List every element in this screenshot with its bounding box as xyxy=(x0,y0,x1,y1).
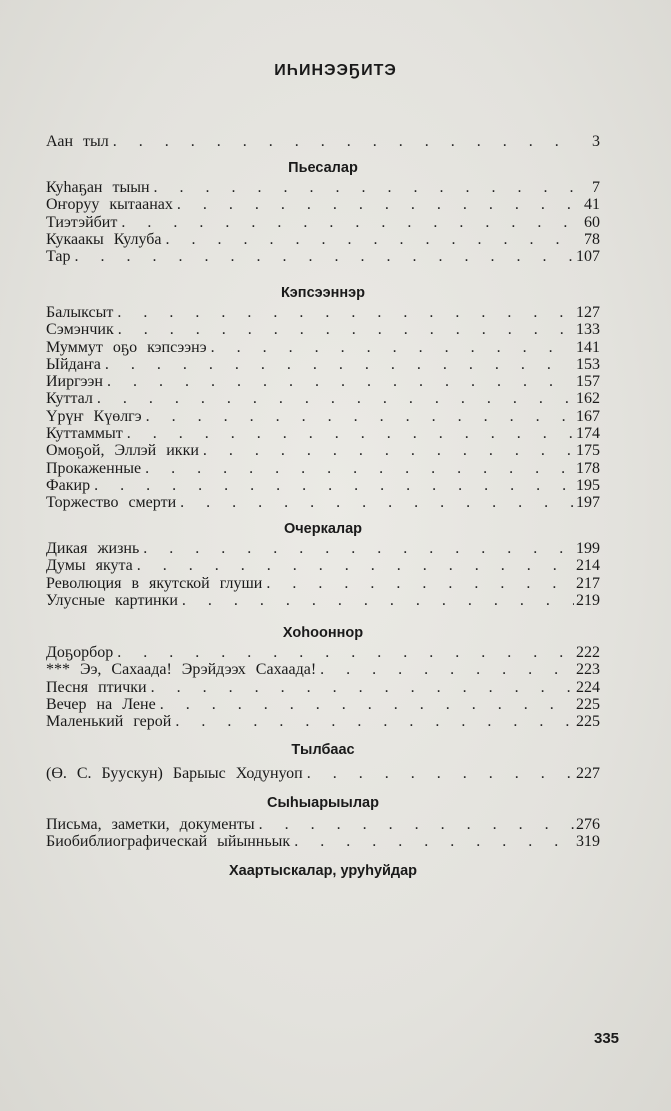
entry-page: 219 xyxy=(576,591,600,609)
toc-entry xyxy=(46,477,600,494)
dot-leader xyxy=(127,425,574,442)
toc-entry xyxy=(46,460,600,477)
entry-title: Факир xyxy=(46,476,91,494)
section-illustrations xyxy=(46,860,600,882)
dot-leader xyxy=(180,494,574,511)
section-appendices xyxy=(46,792,600,851)
section-heading: Сыһыарыылар xyxy=(267,795,379,811)
section-poems xyxy=(46,622,600,730)
dot-leader xyxy=(117,304,574,321)
toc-entry xyxy=(46,592,600,609)
entry-page: 41 xyxy=(584,196,600,214)
entry-title: Тиэтэйбит xyxy=(46,213,118,231)
dot-leader xyxy=(146,408,574,425)
entry-page: 162 xyxy=(576,390,600,408)
entry-page: 222 xyxy=(576,644,600,661)
dot-leader xyxy=(294,833,574,850)
entry-title: Аан тыл xyxy=(46,133,109,150)
entry-title: Муммут оҕо кэпсээнэ xyxy=(46,338,207,356)
dot-leader xyxy=(105,356,574,373)
toc-entry xyxy=(46,696,600,713)
section-heading: Тылбаас xyxy=(291,742,355,758)
dot-leader xyxy=(154,179,576,196)
section-translation xyxy=(46,739,600,782)
entry-page: 174 xyxy=(576,425,600,443)
entry-page: 175 xyxy=(576,442,600,460)
dot-leader xyxy=(203,442,574,459)
dot-leader xyxy=(117,644,574,661)
entry-page: 225 xyxy=(576,713,600,731)
dot-leader xyxy=(177,196,576,213)
toc-entry xyxy=(46,557,600,574)
entry-title: Песня птички xyxy=(46,678,147,696)
entry-page: 225 xyxy=(576,695,600,713)
entry-page: 214 xyxy=(576,557,600,575)
toc-entry xyxy=(46,321,600,338)
toc-entry xyxy=(46,214,600,231)
entry-page: 195 xyxy=(576,476,600,494)
entry-title: Балыксыт xyxy=(46,304,114,321)
toc-entry xyxy=(46,408,600,425)
entry-title: *** Ээ, Сахаада! Эрэйдээх Сахаада! xyxy=(46,661,317,679)
dot-leader xyxy=(121,214,576,231)
section-heading: Хоһооннор xyxy=(282,625,364,641)
dot-leader xyxy=(137,557,574,574)
dot-leader xyxy=(320,661,574,678)
dot-leader xyxy=(160,696,574,713)
entry-title: (Ө. С. Буускун) Барыыс Ходунуоп xyxy=(46,765,303,782)
entry-page: 223 xyxy=(576,661,600,679)
dot-leader xyxy=(182,592,574,609)
entry-title: Думы якута xyxy=(46,557,133,575)
toc-entry xyxy=(46,765,600,782)
toc-entry xyxy=(46,575,600,592)
toc-entry xyxy=(46,304,600,321)
toc-entry xyxy=(46,390,600,407)
entry-page: 217 xyxy=(576,574,600,592)
entry-title: Оҥоруу кытаанах xyxy=(46,196,173,214)
toc-entry xyxy=(46,339,600,356)
toc-entry xyxy=(46,661,600,678)
entry-page: 153 xyxy=(576,355,600,373)
entry-page: 167 xyxy=(576,407,600,425)
dot-leader xyxy=(113,133,576,150)
entry-page: 178 xyxy=(576,459,600,477)
entry-title: Кукаакы Кулуба xyxy=(46,230,162,248)
dot-leader xyxy=(259,816,574,833)
page-number: 335 xyxy=(594,1030,620,1047)
entry-title: Доҕорбор xyxy=(46,644,114,661)
dot-leader xyxy=(211,339,574,356)
entry-page: 127 xyxy=(576,304,600,321)
entry-title: Прокаженные xyxy=(46,459,142,477)
entry-page: 3 xyxy=(592,133,600,150)
entry-title: Биобиблиографическай ыйынньык xyxy=(46,833,291,851)
entry-title: Торжество смерти xyxy=(46,494,177,512)
section-essays xyxy=(46,518,600,609)
dot-leader xyxy=(94,477,574,494)
toc-entry xyxy=(46,679,600,696)
section-stories xyxy=(46,282,600,512)
entry-title: Маленький герой xyxy=(46,713,172,731)
entry-page: 319 xyxy=(576,833,600,851)
entry-page: 141 xyxy=(576,338,600,356)
toc-entry xyxy=(46,231,600,248)
entry-title: Сэмэнчик xyxy=(46,321,114,339)
toc-entry xyxy=(46,644,600,661)
toc-entry xyxy=(46,442,600,459)
entry-page: 199 xyxy=(576,540,600,557)
entry-title: Куһаҕан тыын xyxy=(46,179,150,196)
entry-page: 227 xyxy=(576,765,600,782)
toc-entry xyxy=(46,713,600,730)
toc-entry xyxy=(46,833,600,850)
entry-title: Куттал xyxy=(46,390,93,408)
toc-entry xyxy=(46,494,600,511)
entry-title: Ииргээн xyxy=(46,373,103,391)
toc-entry xyxy=(46,356,600,373)
dot-leader xyxy=(143,540,574,557)
contents-title: ИҺИНЭЭҔИТЭ xyxy=(274,62,397,79)
section-heading: Очеркалар xyxy=(283,521,363,537)
toc-entry xyxy=(46,373,600,390)
entry-title: Революция в якутской глуши xyxy=(46,574,263,592)
section-heading: Пьесалар xyxy=(288,160,358,176)
entry-page: 157 xyxy=(576,373,600,391)
dot-leader xyxy=(266,575,574,592)
entry-page: 107 xyxy=(576,248,600,266)
entry-page: 133 xyxy=(576,321,600,339)
entry-title: Дикая жизнь xyxy=(46,540,140,557)
entry-title: Ыйдаҥа xyxy=(46,355,101,373)
toc-entry xyxy=(46,196,600,213)
entry-page: 78 xyxy=(584,230,600,248)
entry-page: 60 xyxy=(584,213,600,231)
section-heading: Кэпсээннэр xyxy=(280,285,366,301)
dot-leader xyxy=(175,713,574,730)
entry-title: Письма, заметки, документы xyxy=(46,816,255,833)
entry-title: Куттаммыт xyxy=(46,425,123,443)
entry-page: 7 xyxy=(592,179,600,196)
toc-entry xyxy=(46,179,600,196)
table-of-contents xyxy=(46,133,600,150)
toc-entry xyxy=(46,248,600,265)
dot-leader xyxy=(97,390,574,407)
toc-entry-intro xyxy=(46,133,600,150)
entry-title: Омоҕой, Эллэй икки xyxy=(46,442,199,460)
entry-page: 197 xyxy=(576,494,600,512)
toc-entry xyxy=(46,425,600,442)
dot-leader xyxy=(118,321,574,338)
dot-leader xyxy=(151,679,574,696)
entry-title: Улусные картинки xyxy=(46,591,178,609)
entry-page: 276 xyxy=(576,816,600,833)
dot-leader xyxy=(166,231,576,248)
toc-entry xyxy=(46,540,600,557)
entry-title: Тар xyxy=(46,248,71,266)
dot-leader xyxy=(107,373,574,390)
dot-leader xyxy=(145,460,574,477)
section-heading: Хаартыскалар, уруһуйдар xyxy=(228,863,418,879)
entry-title: Үрүҥ Күөлгэ xyxy=(46,407,142,425)
dot-leader xyxy=(74,248,574,265)
entry-page: 224 xyxy=(576,678,600,696)
toc-entry xyxy=(46,816,600,833)
dot-leader xyxy=(307,765,574,782)
section-plays xyxy=(46,157,600,265)
entry-title: Вечер на Лене xyxy=(46,695,156,713)
